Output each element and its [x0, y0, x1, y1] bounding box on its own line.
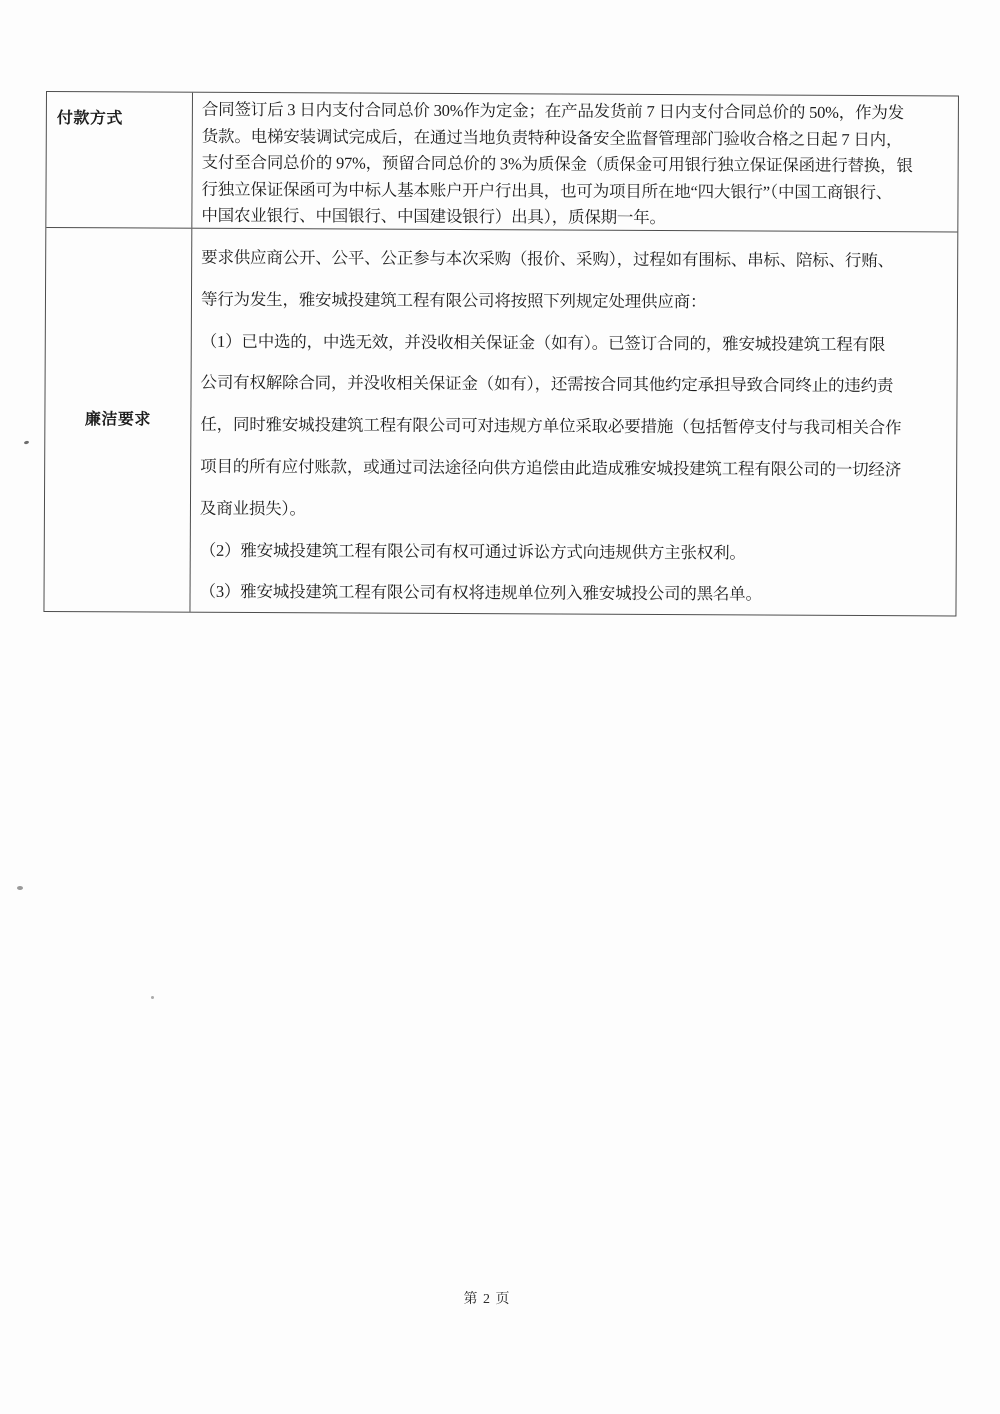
text-line: 项目的所有应付账款，或通过司法途径向供方追偿由此造成雅安城投建筑工程有限公司的一切经济 — [200, 456, 902, 480]
payment-terms-cell — [192, 93, 958, 232]
text-line: 货款。电梯安装调试完成后，在通过当地负责特种设备安全监督管理部门验收合格之日起 7 日内， — [201, 126, 903, 149]
contract-terms-table — [43, 91, 959, 616]
page-number: 第 2 页 — [463, 1292, 511, 1307]
text-line: 等行为发生，雅安城投建筑工程有限公司将按照下列规定处理供应商： — [200, 289, 707, 312]
scan-speck — [24, 440, 30, 444]
text-line: （2）雅安城投建筑工程有限公司有权可通过诉讼方式向违规供方主张权利。 — [199, 540, 746, 563]
table-row-integrity-requirement — [44, 228, 957, 615]
text-line: 行独立保证保函可为中标人基本账户开户行出具，也可为项目所在地“四大银行”（中国工商银行、 — [201, 179, 893, 202]
text-line: 及商业损失）。 — [199, 498, 306, 519]
text-line: （3）雅安城投建筑工程有限公司有权将违规单位列入雅安城投公司的黑名单。 — [199, 582, 762, 604]
scan-speck — [151, 996, 154, 999]
text-line: （1）已中选的，中选无效，并没收相关保证金（如有）。已签订合同的，雅安城投建筑工程有限 — [200, 331, 886, 354]
text-line: 中国农业银行、中国银行、中国建设银行）出具），质保期一年。 — [201, 206, 666, 228]
table-row-payment-method — [46, 92, 958, 232]
text-line: 支付至合同总价的 97%，预留合同总价的 3%为质保金（质保金可用银行独立保证保函进行替换，银 — [201, 152, 913, 176]
text-line: 合同签订后 3 日内支付合同总价 30%作为定金；在产品发货前 7 日内支付合同总价的 50%，作为发 — [201, 99, 904, 123]
text-line: 要求供应商公开、公平、公正参与本次采购（报价、采购），过程如有围标、串标、陪标、行贿、 — [201, 247, 894, 271]
integrity-terms-cell — [190, 229, 957, 616]
scan-speck — [17, 886, 23, 890]
text-line: 任，同时雅安城投建筑工程有限公司可对违规方单位采取必要措施（包括暂停支付与我司相关合作 — [200, 414, 902, 438]
row-label-payment-method: 付款方式 — [46, 92, 193, 228]
text-line: 公司有权解除合同，并没收相关保证金（如有），还需按合同其他约定承担导致合同终止的违约责 — [200, 373, 894, 396]
row-label-integrity-requirement: 廉洁要求 — [44, 228, 192, 612]
